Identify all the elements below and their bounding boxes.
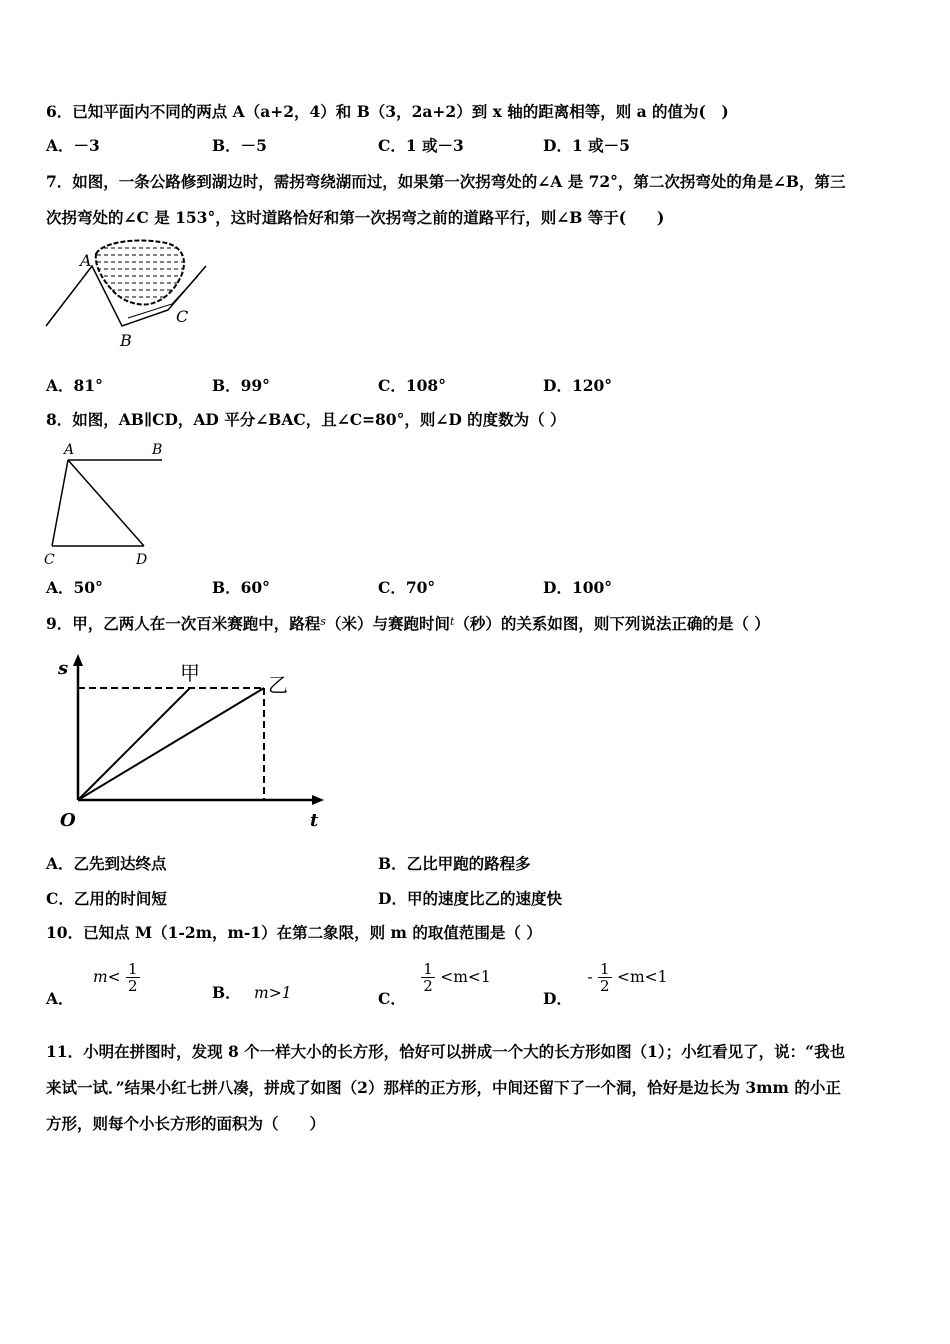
origin-label: O — [60, 810, 76, 831]
segment-ad — [68, 460, 144, 546]
q11-line1: 11．小明在拼图时，发现 8 个一样大小的长方形，恰好可以拼成一个大的长方形如图（1）；小红看见了，说：“我也 — [46, 1042, 846, 1061]
frac-denominator: 2 — [423, 977, 433, 995]
q8-option-b: B．60° — [212, 578, 270, 597]
q8-triangle-figure — [40, 436, 170, 570]
label-a: A — [64, 442, 75, 458]
q10-option-d — [543, 957, 668, 1008]
q10-option-d-expr: <m<1 — [616, 967, 668, 986]
q10-option-b — [212, 983, 292, 1003]
x-axis-arrow — [312, 795, 324, 805]
q10-option-a-frac — [126, 961, 140, 994]
q9-option-b: B．乙比甲跑的路程多 — [378, 854, 531, 873]
label-c: C — [176, 307, 189, 326]
q9-distance-time-graph — [54, 650, 334, 834]
q6-option-a: A．－3 — [46, 136, 100, 155]
q7-option-d: D．120° — [543, 376, 613, 395]
q9-option-c: C．乙用的时间短 — [46, 889, 167, 908]
q8-stem: 8．如图，AB∥CD，AD 平分∠BAC，且∠C=80°，则∠D 的度数为（ ） — [46, 410, 566, 429]
lake-shape — [90, 241, 190, 305]
frac-denominator: 2 — [600, 977, 610, 995]
label-d: D — [136, 552, 148, 568]
q9-option-d: D．甲的速度比乙的速度快 — [378, 889, 562, 908]
q6-option-d: D．1 或－5 — [543, 136, 630, 155]
q7-option-c: C．108° — [378, 376, 446, 395]
q8-option-a: A．50° — [46, 578, 103, 597]
label-yi: 乙 — [268, 673, 288, 697]
q8-option-c: C．70° — [378, 578, 436, 597]
q10-option-a-label: A． — [46, 988, 74, 1008]
q9-stem-part2: （米）与赛跑时间 — [325, 614, 450, 633]
q10-option-a-expr: m< — [92, 967, 121, 986]
yi-line — [78, 688, 264, 800]
q10-stem: 10．已知点 M（1-2m，m-1）在第二象限，则 m 的取值范围是（ ） — [46, 923, 542, 942]
q10-option-d-label: D． — [543, 988, 572, 1008]
q9-option-a: A．乙先到达终点 — [46, 854, 167, 873]
q10-option-c-label: C． — [378, 988, 406, 1008]
q9-var-t: t — [449, 615, 455, 628]
q11-line3: 方形，则每个小长方形的面积为（ ） — [46, 1114, 326, 1133]
axis-label-t: t — [310, 810, 319, 831]
frac-numerator: 1 — [600, 960, 610, 978]
axis-label-s: s — [58, 658, 69, 679]
q6-option-c: C．1 或－3 — [378, 136, 464, 155]
q10-option-a — [46, 957, 140, 1008]
q11-line2: 来试一试．”结果小红七拼八凑，拼成了如图（2）那样的正方形，中间还留下了一个洞，恰好是边长为 3mm 的小正 — [46, 1078, 841, 1097]
frac-numerator: 1 — [128, 960, 138, 978]
label-b: B — [152, 442, 163, 458]
frac-numerator: 1 — [423, 960, 433, 978]
label-a: A — [80, 251, 92, 270]
q9-stem — [46, 612, 770, 634]
frac-denominator: 2 — [128, 977, 138, 995]
q7-stem-line1: 7．如图，一条公路修到湖边时，需拐弯绕湖而过，如果第一次拐弯处的∠A 是 72°，第二次拐弯处的角是∠B，第三 — [46, 172, 846, 191]
q10-option-d-frac — [598, 961, 612, 994]
q10-option-c-frac — [421, 961, 435, 994]
q9-stem-part3: （秒）的关系如图，则下列说法正确的是（ ） — [454, 614, 770, 633]
label-jia: 甲 — [180, 661, 200, 685]
jia-line — [78, 688, 190, 800]
q6-option-b: B．－5 — [212, 136, 267, 155]
label-c: C — [44, 552, 55, 568]
segment-ac — [52, 460, 68, 546]
q7-stem-line2: 次拐弯处的∠C 是 153°，这时道路恰好和第一次拐弯之前的道路平行，则∠B 等于( ) — [46, 208, 665, 227]
q10-option-b-label: B． — [212, 983, 241, 1002]
q10-option-c — [378, 957, 491, 1008]
q7-option-b: B．99° — [212, 376, 270, 395]
q8-option-d: D．100° — [543, 578, 613, 597]
label-b: B — [120, 331, 132, 350]
q10-option-d-prefix: - — [587, 967, 593, 986]
q6-stem: 6．已知平面内不同的两点 A（a+2，4）和 B（3，2a+2）到 x 轴的距离相等，则 a 的值为( ) — [46, 102, 729, 121]
y-axis-arrow — [73, 654, 83, 666]
q7-option-a: A．81° — [46, 376, 103, 395]
q9-stem-part1: 9．甲，乙两人在一次百米赛跑中，路程 — [46, 614, 321, 633]
q7-lake-road-figure — [40, 236, 220, 352]
q10-option-c-expr: <m<1 — [440, 967, 491, 986]
q10-option-b-expr: m>1 — [254, 984, 292, 1002]
q9-var-s: s — [320, 615, 326, 628]
